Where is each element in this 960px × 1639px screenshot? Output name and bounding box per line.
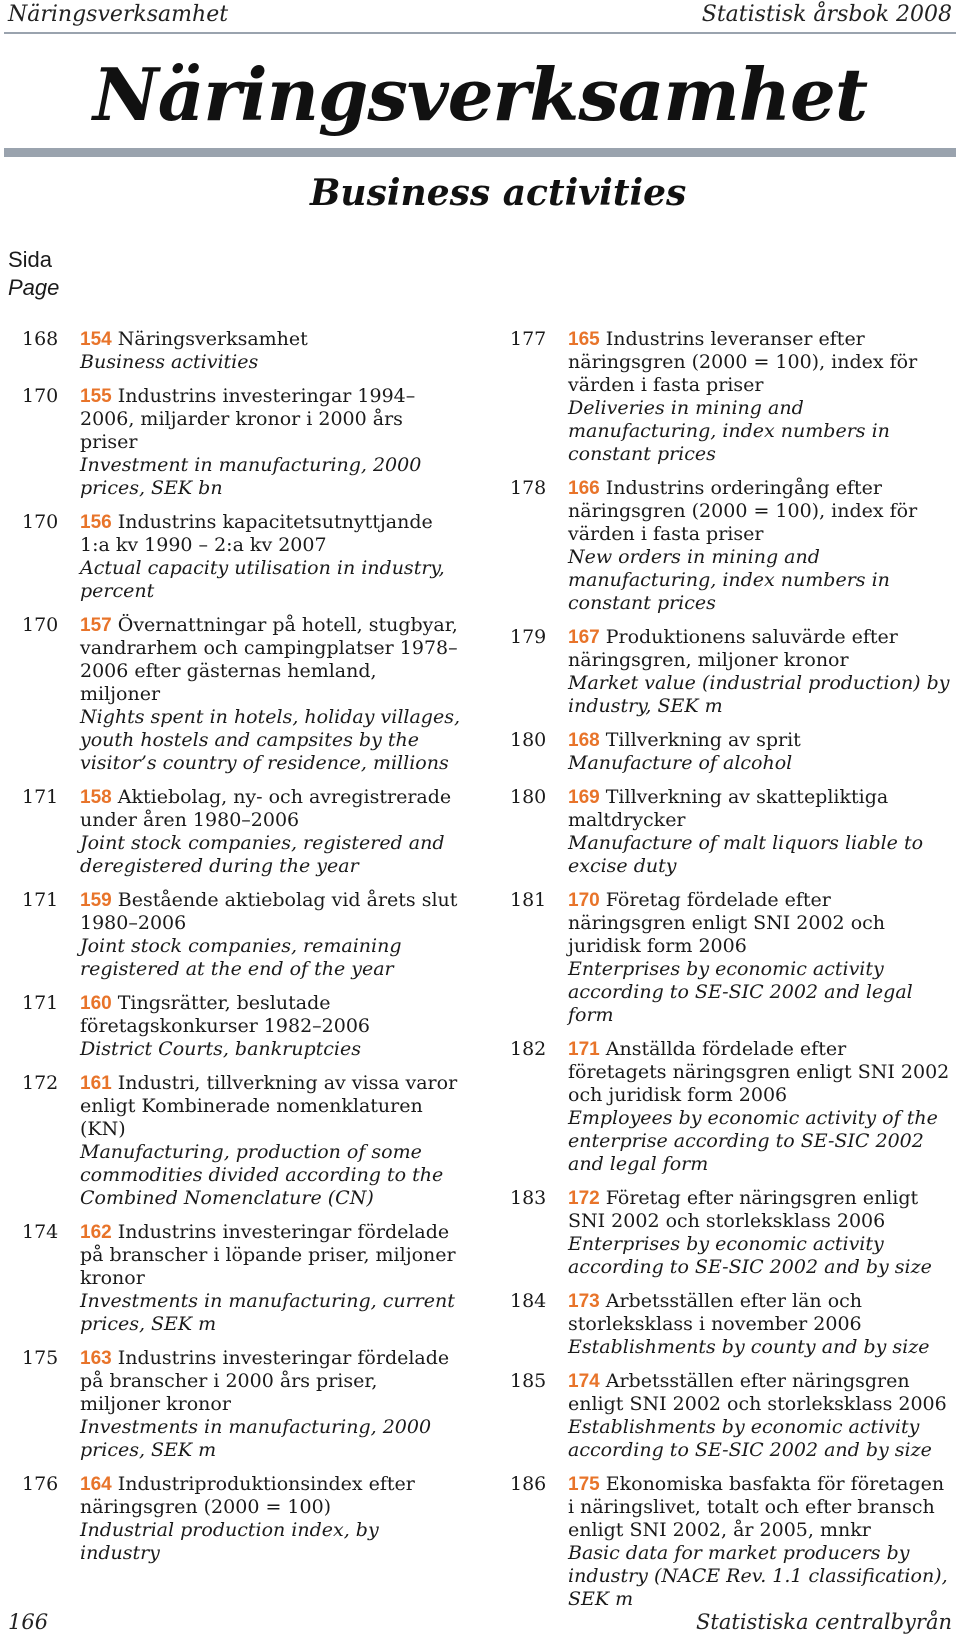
toc-table-number: 170 <box>568 890 600 911</box>
toc-title-en: Manufacturing, production of some commodities divided according to the Combined Nomenclature (CN) <box>80 1141 444 1209</box>
toc-table-number: 162 <box>80 1222 112 1243</box>
toc-table-number: 158 <box>80 787 112 808</box>
toc-entry[interactable] <box>22 328 462 374</box>
toc-table-number: 157 <box>80 615 112 636</box>
toc-entry[interactable] <box>22 889 462 981</box>
toc-table-number: 174 <box>568 1371 600 1392</box>
toc-page-number: 180 <box>510 729 547 751</box>
header-rule <box>4 32 956 34</box>
toc-table-number: 165 <box>568 329 600 350</box>
toc-title-sv: Ekonomiska basfakta för företagen i näringslivet, totalt och efter bransch enligt SNI 2002, år 2005, mnkr <box>568 1473 945 1541</box>
toc-title-sv: Industriproduktionsindex efter näringsgren (2000 = 100) <box>80 1473 415 1518</box>
toc-entry[interactable] <box>22 1473 462 1565</box>
footer-page-number: 166 <box>8 1610 49 1634</box>
toc-entry[interactable] <box>510 729 950 775</box>
toc-title-en: Actual capacity utilisation in industry, percent <box>80 557 445 602</box>
toc-title-en: Deliveries in mining and manufacturing, index numbers in constant prices <box>568 397 890 465</box>
toc-page-number: 183 <box>510 1187 547 1209</box>
toc-entry[interactable] <box>510 626 950 718</box>
title-rule <box>4 148 956 157</box>
toc-entry[interactable] <box>510 1370 950 1462</box>
toc-page-number: 177 <box>510 328 547 350</box>
toc-page-number: 176 <box>22 1473 59 1495</box>
page-label-en: Page <box>8 275 60 300</box>
toc-table-number: 156 <box>80 512 112 533</box>
toc-title-en: Investment in manufacturing, 2000 prices, SEK bn <box>80 454 422 499</box>
toc-entry[interactable] <box>510 889 950 1027</box>
toc-entry[interactable] <box>510 328 950 466</box>
toc-table-number: 163 <box>80 1348 112 1369</box>
toc-title-en: Establishments by economic activity according to SE-SIC 2002 and by size <box>568 1416 932 1461</box>
toc-entry[interactable] <box>510 786 950 878</box>
page-label-sv: Sida <box>8 247 53 272</box>
page-column-label <box>8 246 59 302</box>
toc-page-number: 182 <box>510 1038 547 1060</box>
toc-title-en: Nights spent in hotels, holiday villages, youth hostels and campsites by the visitor’s country of residence, millions <box>80 706 460 774</box>
toc-page-number: 171 <box>22 889 59 911</box>
toc-entry[interactable] <box>510 1473 950 1611</box>
toc-title-en: Employees by economic activity of the enterprise according to SE-SIC 2002 and legal form <box>568 1107 938 1175</box>
toc-title-sv: Industri, tillverkning av vissa varor enligt Kombinerade nomenklaturen (KN) <box>80 1072 458 1140</box>
toc-table-number: 154 <box>80 329 112 350</box>
toc-page-number: 181 <box>510 889 547 911</box>
toc-title-sv: Företag efter näringsgren enligt SNI 2002 och storleksklass 2006 <box>568 1187 919 1232</box>
toc-title-sv: Industrins investeringar 1994–2006, miljarder kronor i 2000 års priser <box>80 385 416 453</box>
toc-entry[interactable] <box>22 1221 462 1336</box>
toc-table-number: 173 <box>568 1291 600 1312</box>
toc-title-sv: Industrins leveranser efter näringsgren (2000 = 100), index för värden i fasta priser <box>568 328 918 396</box>
toc-title-sv: Aktiebolag, ny- och avregistrerade under åren 1980–2006 <box>80 786 452 831</box>
toc-title-sv: Företag fördelade efter näringsgren enligt SNI 2002 och juridisk form 2006 <box>568 889 886 957</box>
toc-entry[interactable] <box>22 1347 462 1462</box>
toc-page-number: 179 <box>510 626 547 648</box>
chapter-title: Näringsverksamhet <box>92 52 868 137</box>
toc-page-number: 171 <box>22 786 59 808</box>
toc-entry[interactable] <box>22 992 462 1061</box>
toc-table-number: 168 <box>568 730 600 751</box>
toc-page-number: 170 <box>22 614 59 636</box>
toc-table-number: 155 <box>80 386 112 407</box>
toc-title-en: Market value (industrial production) by industry, SEK m <box>568 672 950 717</box>
toc-title-en: New orders in mining and manufacturing, index numbers in constant prices <box>568 546 890 614</box>
toc-title-sv: Industrins investeringar fördelade på branscher i löpande priser, miljoner kronor <box>80 1221 456 1289</box>
toc-table-number: 159 <box>80 890 112 911</box>
toc-title-en: Enterprises by economic activity according to SE-SIC 2002 and legal form <box>568 958 913 1026</box>
chapter-subtitle: Business activities <box>310 172 687 214</box>
toc-entry[interactable] <box>510 1038 950 1176</box>
toc-page-number: 174 <box>22 1221 59 1243</box>
toc-table-number: 166 <box>568 478 600 499</box>
toc-entry[interactable] <box>22 614 462 775</box>
toc-title-sv: Tingsrätter, beslutade företagskonkurser 1982–2006 <box>80 992 371 1037</box>
toc-page-number: 184 <box>510 1290 547 1312</box>
toc-table-number: 164 <box>80 1474 112 1495</box>
toc-page-number: 170 <box>22 385 59 407</box>
toc-title-en: Investments in manufacturing, 2000 prices, SEK m <box>80 1416 432 1461</box>
toc-entry[interactable] <box>22 786 462 878</box>
toc-table-number: 172 <box>568 1188 600 1209</box>
toc-title-sv: Produktionens saluvärde efter näringsgren, miljoner kronor <box>568 626 898 671</box>
toc-entry[interactable] <box>22 1072 462 1210</box>
toc-title-sv: Industrins kapacitetsutnyttjande 1:a kv 1990 – 2:a kv 2007 <box>80 511 433 556</box>
toc-title-en: Industrial production index, by industry <box>80 1519 379 1564</box>
toc-title-en: Manufacture of alcohol <box>568 752 793 774</box>
running-header-right: Statistisk årsbok 2008 <box>701 2 952 27</box>
toc-column-left <box>22 328 462 1576</box>
toc-entry[interactable] <box>22 385 462 500</box>
toc-title-en: Joint stock companies, registered and deregistered during the year <box>80 832 445 877</box>
toc-column-right <box>510 328 950 1622</box>
toc-title-sv: Arbetsställen efter näringsgren enligt SNI 2002 och storleksklass 2006 <box>568 1370 947 1415</box>
toc-title-en: Investments in manufacturing, current prices, SEK m <box>80 1290 455 1335</box>
toc-title-en: Manufacture of malt liquors liable to excise duty <box>568 832 924 877</box>
toc-page-number: 171 <box>22 992 59 1014</box>
footer-publisher: Statistiska centralbyrån <box>696 1610 952 1634</box>
toc-entry[interactable] <box>510 477 950 615</box>
toc-table-number: 167 <box>568 627 600 648</box>
toc-page-number: 185 <box>510 1370 547 1392</box>
toc-table-number: 175 <box>568 1474 600 1495</box>
toc-page-number: 175 <box>22 1347 59 1369</box>
toc-page-number: 178 <box>510 477 547 499</box>
toc-title-en: District Courts, bankruptcies <box>80 1038 362 1060</box>
toc-page-number: 180 <box>510 786 547 808</box>
toc-title-sv: Tillverkning av sprit <box>605 729 801 751</box>
toc-table-number: 161 <box>80 1073 112 1094</box>
toc-table-number: 160 <box>80 993 112 1014</box>
toc-title-en: Joint stock companies, remaining registered at the end of the year <box>80 935 402 980</box>
toc-page-number: 172 <box>22 1072 59 1094</box>
toc-title-en: Basic data for market producers by industry (NACE Rev. 1.1 classification), SEK m <box>568 1542 948 1610</box>
toc-table-number: 169 <box>568 787 600 808</box>
toc-page-number: 168 <box>22 328 59 350</box>
toc-entry[interactable] <box>510 1187 950 1279</box>
toc-table-number: 171 <box>568 1039 600 1060</box>
toc-title-sv: Bestående aktiebolag vid årets slut 1980–2006 <box>80 889 458 934</box>
toc-title-sv: Arbetsställen efter län och storleksklass i november 2006 <box>568 1290 863 1335</box>
running-header-left: Näringsverksamhet <box>8 2 229 27</box>
toc-title-sv: Anställda fördelade efter företagets näringsgren enligt SNI 2002 och juridisk form 2006 <box>568 1038 950 1106</box>
toc-title-sv: Övernattningar på hotell, stugbyar, vandrarhem och campingplatser 1978–2006 efter gästernas hemland, miljoner <box>80 614 458 705</box>
toc-page-number: 186 <box>510 1473 547 1495</box>
toc-entry[interactable] <box>22 511 462 603</box>
toc-title-en: Business activities <box>80 351 259 373</box>
toc-title-sv: Industrins orderingång efter näringsgren (2000 = 100), index för värden i fasta priser <box>568 477 918 545</box>
toc-title-sv: Tillverkning av skattepliktiga maltdrycker <box>568 786 889 831</box>
toc-page-number: 170 <box>22 511 59 533</box>
toc-title-en: Establishments by county and by size <box>568 1336 930 1358</box>
toc-entry[interactable] <box>510 1290 950 1359</box>
toc-title-sv: Industrins investeringar fördelade på branscher i 2000 års priser, miljoner kronor <box>80 1347 450 1415</box>
toc-title-sv: Näringsverksamhet <box>117 328 308 350</box>
toc-title-en: Enterprises by economic activity according to SE-SIC 2002 and by size <box>568 1233 932 1278</box>
